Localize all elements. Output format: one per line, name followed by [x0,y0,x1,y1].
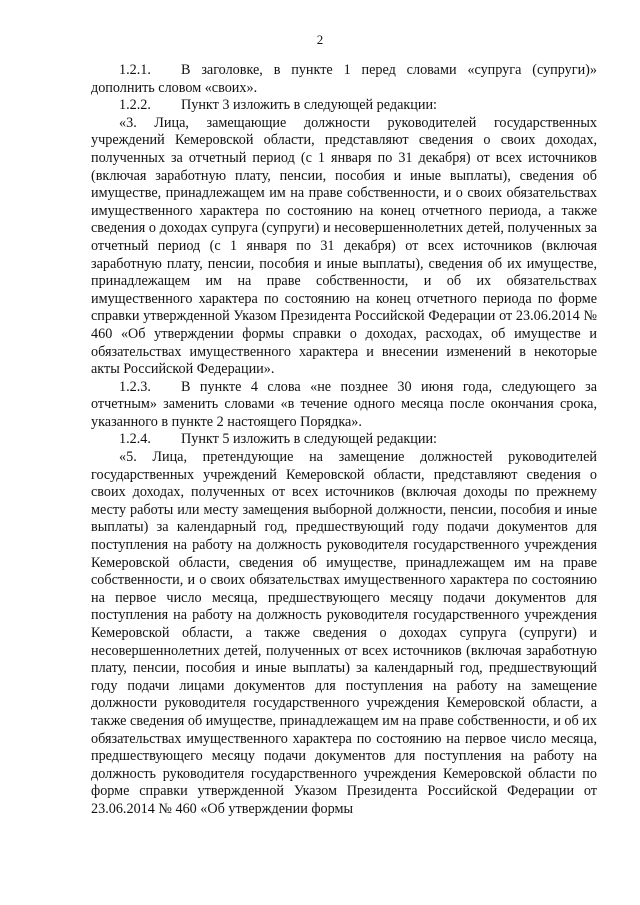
item-number: 1.2.4. [119,431,151,448]
document-body [91,62,597,819]
quoted-paragraph: «3. Лица, замещающие должности руководителей государственных учреждений Кемеровской области, представляют сведения о своих доходах, полученных за отчетный период (с 1 января по 31 декабря) от всех источников (включая заработную плату, пенсии, пособия и иные выплаты), сведения об имуществе, принадлежащем им на праве собственности, и о своих обязательствах имущественного характера по состоянию на конец отчетного периода, а также сведения о доходах супруга (супруги) и несовершеннолетних детей, полученных за отчетный период (с 1 января по 31 декабря) от всех источников (включая заработную плату, пенсии, пособия и иные выплаты), сведения об их имуществе, принадлежащем им на праве собственности, и об их обязательствах имущественного характера по состоянию на конец отчетного периода по форме справки утвержденной Указом Президента Российской Федерации от 23.06.2014 № 460 «Об утверждении формы справки о доходах, расходах, об имуществе и обязательствах имущественного характера и внесении изменений в некоторые акты Российской Федерации». [91,114,597,378]
item-number: 1.2.1. [119,62,151,78]
page-number: 2 [316,32,324,47]
item-number: 1.2.2. [119,97,151,114]
item-paragraph [91,431,597,449]
item-text: Пункт 5 изложить в следующей редакции: [181,431,437,448]
item-paragraph [91,379,597,432]
item-text: В заголовке, в пункте 1 перед словами «супруга (супруги)» дополнить словом «своих». [91,62,597,96]
item-text: В пункте 4 слова «не позднее 30 июня года, следующего за отчетным» заменить словами «в течение одного месяца после окончания срока, указанного в пункте 2 настоящего Порядка». [91,378,597,430]
item-paragraph [91,62,597,97]
item-number: 1.2.3. [119,378,151,395]
item-paragraph [91,97,597,115]
quoted-paragraph: «5. Лица, претендующие на замещение должностей руководителей государственных учреждений Кемеровской области, представляют сведения о своих доходах, полученных от всех источников (включая доходы по прежнему месту работы или месту замещения выборной должности, пенсии, пособия и иные выплаты) за календарный год, предшествующий году подачи документов для поступления на работу на должность руководителя государственного учреждения Кемеровской области, сведения об имуществе, принадлежащем им на праве собственности, и о своих обязательствах имущественного характера по состоянию на первое число месяца, предшествующего месяцу подачи документов для поступления на работу на должность руководителя государственного учреждения Кемеровской области, а также сведения о доходах супруга (супруги) и несовершеннолетних детей, полученных от всех источников (включая заработную плату, пенсии, пособия и иные выплаты) за календарный год, предшествующий году подачи лицами документов для поступления на работу на замещение должности руководителя государственного учреждения Кемеровской области, а также сведения об имуществе, принадлежащем им на праве собственности, и об их обязательствах имущественного характера по состоянию на первое число месяца, предшествующего месяцу подачи документов для поступления на работу на должность руководителя государственного учреждения Кемеровской области по форме справки утвержденной Указом Президента Российской Федерации от 23.06.2014 № 460 «Об утверждении формы [91,449,597,817]
item-text: Пункт 3 изложить в следующей редакции: [181,97,437,114]
